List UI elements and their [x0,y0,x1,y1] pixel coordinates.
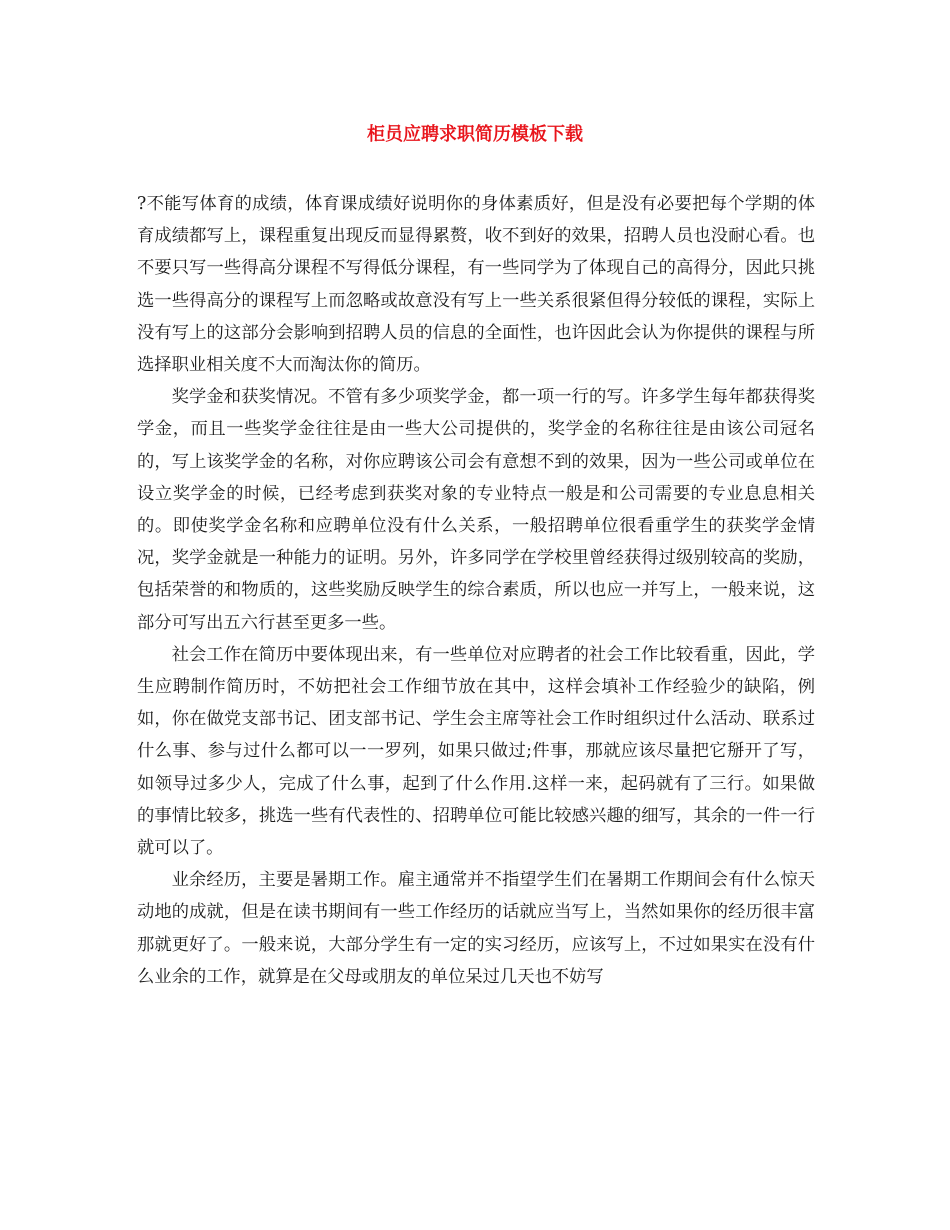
document-title: 柜员应聘求职简历模板下载 [367,124,583,145]
paragraph-social-work: 社会工作在简历中要体现出来，有一些单位对应聘者的社会工作比较看重，因此，学生应聘制作简历时，不妨把社会工作细节放在其中，这样会填补工作经验少的缺陷，例如，你在做党支部书记、团支部书记、学生会主席等社会工作时组织过什么活动、联系过什么事、参与过什么都可以一一罗列，如果只做过;件事，那就应该尽量把它掰开了写，如领导过多少人，完成了什么事，起到了什么作用.这样一来，起码就有了三行。如果做的事情比较多，挑选一些有代表性的、招聘单位可能比较感兴趣的细写，其余的一件一行就可以了。 [137,644,815,859]
document-body [137,188,815,993]
paragraph-part-time-experience: 业余经历，主要是暑期工作。雇主通常并不指望学生们在暑期工作期间会有什么惊天动地的成就，但是在读书期间有一些工作经历的话就应当写上，当然如果你的经历很丰富那就更好了。一般来说，大部分学生有一定的实习经历，应该写上，不过如果实在没有什么业余的工作，就算是在父母或朋友的单位呆过几天也不妨写 [137,870,815,987]
paragraph-courses: ?不能写体育的成绩，体育课成绩好说明你的身体素质好，但是没有必要把每个学期的体育成绩都写上，课程重复出现反而显得累赘，收不到好的效果，招聘人员也没耐心看。也不要只写一些得高分课程不写得低分课程，有一些同学为了体现自己的高得分，因此只挑选一些得高分的课程写上而忽略或故意没有写上一些关系很紧但得分较低的课程，实际上没有写上的这部分会影响到招聘人员的信息的全面性，也许因此会认为你提供的课程与所选择职业相关度不大而淘汰你的简历。 [137,194,815,376]
paragraph-scholarships: 奖学金和获奖情况。不管有多少项奖学金，都一项一行的写。许多学生每年都获得奖学金，而且一些奖学金往往是由一些大公司提供的，奖学金的名称往往是由该公司冠名的，写上该奖学金的名称，对你应聘该公司会有意想不到的效果，因为一些公司或单位在设立奖学金的时候，已经考虑到获奖对象的专业特点一般是和公司需要的专业息息相关的。即使奖学金名称和应聘单位没有什么关系，一般招聘单位很看重学生的获奖学金情况，奖学金就是一种能力的证明。另外，许多同学在学校里曾经获得过级别较高的奖励，包括荣誉的和物质的，这些奖励反映学生的综合素质，所以也应一并写上，一般来说，这部分可写出五六行甚至更多一些。 [137,387,815,633]
